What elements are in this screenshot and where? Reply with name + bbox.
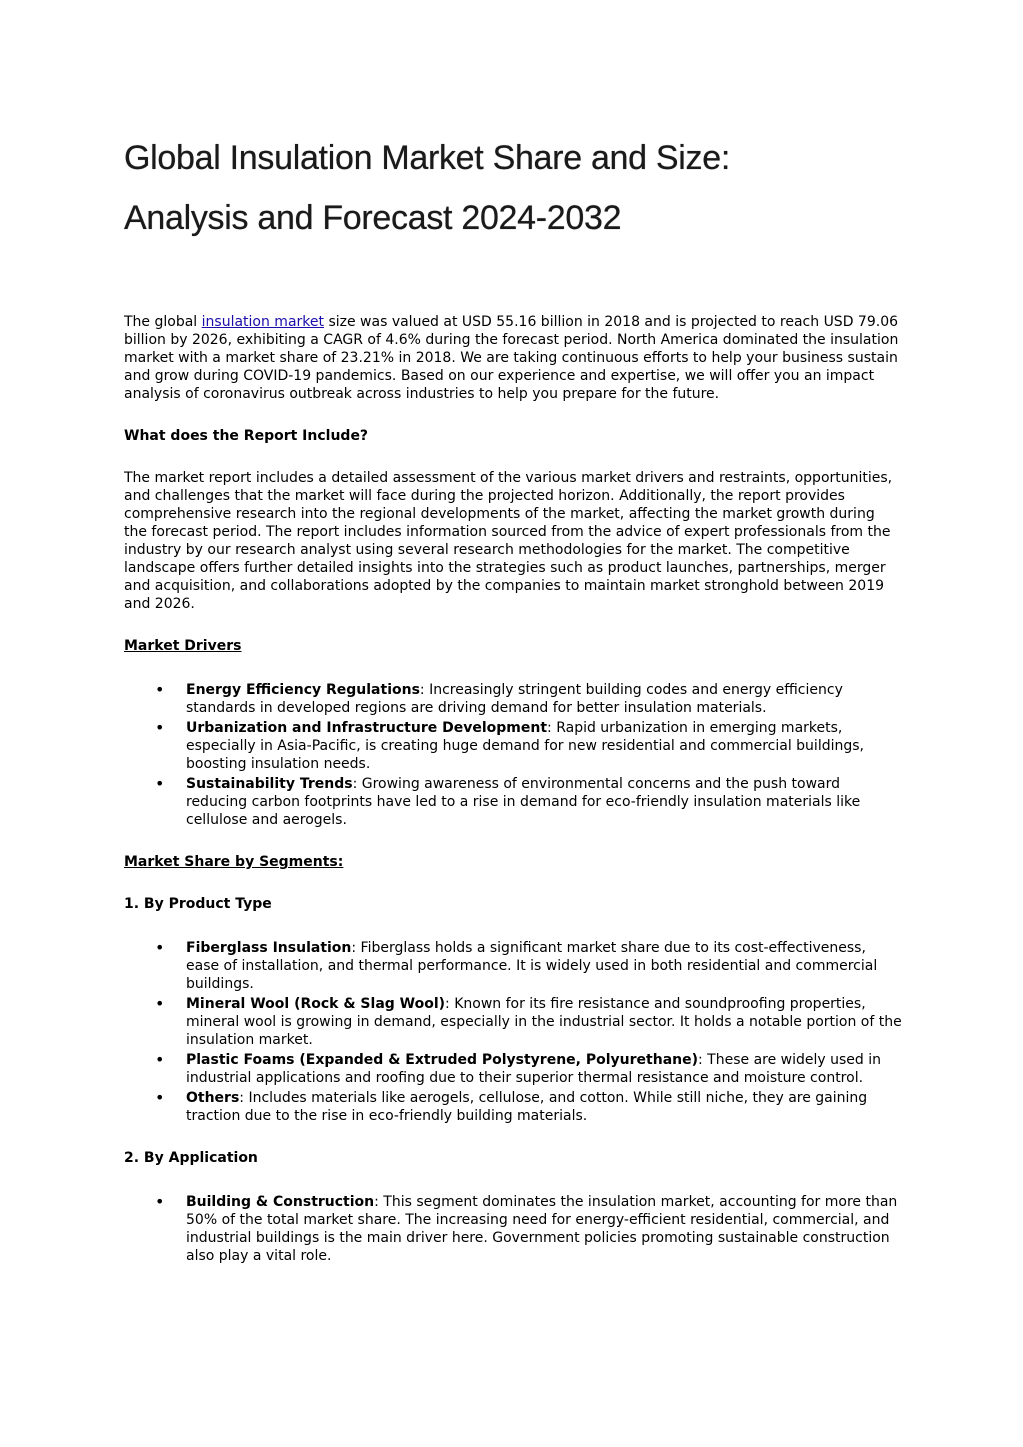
segments-heading: Market Share by Segments: [124,854,344,870]
list-item-term: Plastic Foams (Expanded & Extruded Polystyrene, Polyurethane) [186,1052,698,1068]
list-item-text: : Fiberglass holds a significant market share due to its cost-effectiveness, ease of installation, and thermal performance. It is widely used in both residential and commercial buildings. [186,940,878,992]
market-drivers-list [124,681,902,829]
application-heading: 2. By Application [124,1150,258,1166]
list-item-text: : Known for its fire resistance and soundproofing properties, mineral wool is growing in demand, especially in the industrial sector. It holds a notable portion of the insulation market. [186,996,902,1048]
list-item-text: : Growing awareness of environmental concerns and the push toward reducing carbon footprints have led to a rise in demand for eco-friendly insulation materials like cellulose and aerogels. [186,776,861,828]
list-item-text: : Includes materials like aerogels, cellulose, and cotton. While still niche, they are gaining traction due to the rise in eco-friendly building materials. [186,1090,868,1124]
list-item [124,681,902,717]
list-item-term: Others [186,1090,240,1106]
list-item [124,1051,902,1087]
list-item [124,939,902,993]
list-item-text: : Increasingly stringent building codes and energy efficiency standards in developed regions are driving demand for better insulation materials. [186,682,843,716]
market-drivers-heading: Market Drivers [124,638,242,654]
list-item-text: : This segment dominates the insulation market, accounting for more than 50% of the total market share. The increasing need for energy-efficient residential, commercial, and industrial buildings is the main driver here. Government policies promoting sustainable construction also play a vital role. [186,1194,898,1264]
intro-text-post: size was valued at USD 55.16 billion in 2018 and is projected to reach USD 79.06 billion by 2026, exhibiting a CAGR of 4.6% during the forecast period. North America dominated the insulation market with a market share of 23.21% in 2018. We are taking continuous efforts to help your business sustain and grow during COVID-19 pandemics. Based on our experience and expertise, we will offer you an impact analysis of coronavirus outbreak across industries to help you prepare for the future. [124,314,899,402]
list-item-text: : Rapid urbanization in emerging markets, especially in Asia-Pacific, is creating huge demand for new residential and commercial buildings, boosting insulation needs. [186,720,864,772]
list-item-text: : These are widely used in industrial applications and roofing due to their superior thermal resistance and moisture control. [186,1052,881,1086]
application-list [124,1193,902,1265]
list-item [124,1089,902,1125]
product-type-list [124,939,902,1125]
list-item-term: Mineral Wool (Rock & Slag Wool) [186,996,446,1012]
document-page [124,128,902,1265]
insulation-market-link[interactable]: insulation market [201,314,324,330]
list-item [124,995,902,1049]
intro-paragraph [124,313,902,403]
list-item-term: Energy Efficiency Regulations [186,682,420,698]
intro-text-pre: The global [124,314,202,330]
list-item-term: Sustainability Trends [186,776,353,792]
list-item-term: Fiberglass Insulation [186,940,352,956]
list-item-term: Urbanization and Infrastructure Development [186,720,548,736]
list-item-term: Building & Construction [186,1194,375,1210]
list-item [124,775,902,829]
report-paragraph: The market report includes a detailed assessment of the various market drivers and restraints, opportunities, and challenges that the market will face during the projected horizon. Additionally, the report provides comprehensive research into the regional developments of the market, affecting the market growth during the forecast period. The report includes information sourced from the advice of expert professionals from the industry by our research analyst using several research methodologies for the market. The competitive landscape offers further detailed insights into the strategies such as product launches, partnerships, merger and acquisition, and collaborations adopted by the companies to maintain market stronghold between 2019 and 2026. [124,470,893,612]
title-line-2: Analysis and Forecast 2024-2032 [124,199,622,237]
list-item [124,1193,902,1265]
document-title [124,128,902,248]
title-line-1: Global Insulation Market Share and Size: [124,139,731,177]
list-item [124,719,902,773]
product-type-heading: 1. By Product Type [124,896,272,912]
report-heading: What does the Report Include? [124,428,369,444]
